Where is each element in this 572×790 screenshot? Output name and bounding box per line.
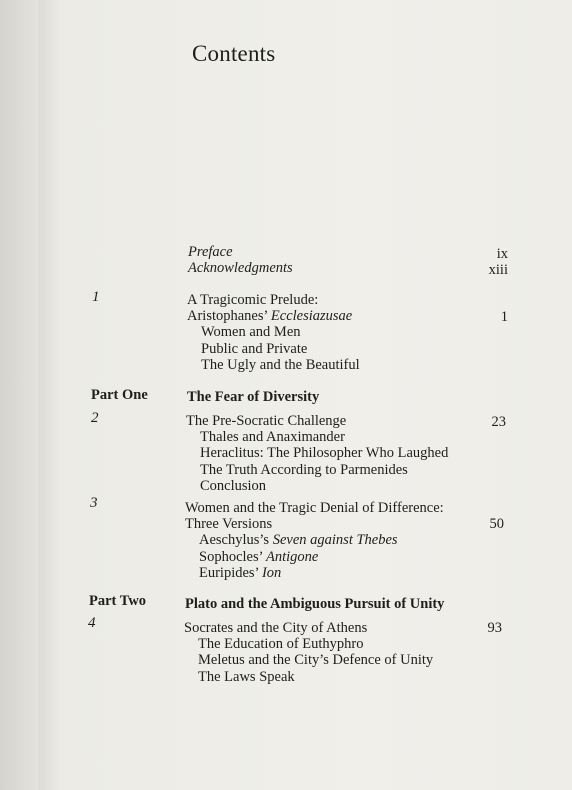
section-entry: The Truth According to Parmenides — [200, 461, 408, 478]
toc-page-preface: ix — [496, 246, 508, 262]
toc-entry-acknowledgments: Acknowledgments — [188, 260, 293, 276]
toc-page-chapter-2: 23 — [491, 414, 506, 430]
chapter-4-block — [184, 620, 433, 685]
chapter-title-line: Women and the Tragic Denial of Difference: — [185, 500, 444, 516]
chapter-number-3: 3 — [90, 495, 98, 511]
section-prefix: Euripides’ — [199, 564, 262, 581]
section-entry: The Education of Euthyphro — [198, 636, 364, 653]
chapter-title-line: Socrates and the City of Athens — [184, 620, 368, 636]
chapter-number-2: 2 — [91, 410, 99, 426]
toc-entry-preface: Preface — [188, 244, 233, 260]
chapter-title-line — [187, 308, 360, 324]
chapter-2-block — [186, 413, 448, 494]
part-one-label: Part One — [91, 387, 148, 403]
section-entry — [185, 565, 444, 581]
chapter-title-line: A Tragicomic Prelude: — [187, 292, 319, 308]
part-two-title: Plato and the Ambiguous Pursuit of Unity — [185, 596, 445, 612]
title-prefix: Aristophanes’ — [187, 308, 271, 325]
section-entry: The Ugly and the Beautiful — [201, 356, 360, 373]
section-entry: The Laws Speak — [198, 668, 295, 685]
section-italic: Seven against Thebes — [272, 532, 398, 549]
section-entry: Conclusion — [200, 477, 267, 494]
section-entry: Public and Private — [201, 340, 308, 357]
section-entry — [185, 532, 444, 548]
chapter-1-block — [187, 292, 360, 373]
title-italic: Ecclesiazusae — [270, 308, 353, 325]
section-entry: Women and Men — [201, 324, 301, 341]
chapter-number-4: 4 — [88, 615, 96, 631]
toc-page-chapter-3: 50 — [489, 516, 504, 532]
section-entry — [185, 549, 444, 565]
part-two-label: Part Two — [89, 593, 147, 609]
section-prefix: Aeschylus’s — [199, 532, 273, 549]
section-entry: Heraclitus: The Philosopher Who Laughed — [200, 445, 449, 462]
section-italic: Ion — [261, 564, 282, 581]
section-entry: Meletus and the City’s Defence of Unity — [198, 652, 434, 669]
section-prefix: Sophocles’ — [199, 548, 266, 565]
chapter-title-line: The Pre-Socratic Challenge — [186, 413, 347, 429]
toc-page-chapter-1: 1 — [500, 309, 508, 325]
section-italic: Antigone — [266, 548, 319, 565]
toc-page-acknowledgments: xiii — [488, 262, 508, 278]
chapter-number-1: 1 — [92, 289, 100, 305]
chapter-3-block — [185, 500, 444, 581]
part-one-title: The Fear of Diversity — [187, 389, 320, 405]
page-binding — [0, 0, 46, 790]
toc-page-chapter-4: 93 — [487, 620, 502, 636]
section-entry: Thales and Anaximander — [200, 429, 345, 446]
page-title: Contents — [192, 41, 276, 66]
chapter-title-line: Three Versions — [185, 516, 273, 533]
